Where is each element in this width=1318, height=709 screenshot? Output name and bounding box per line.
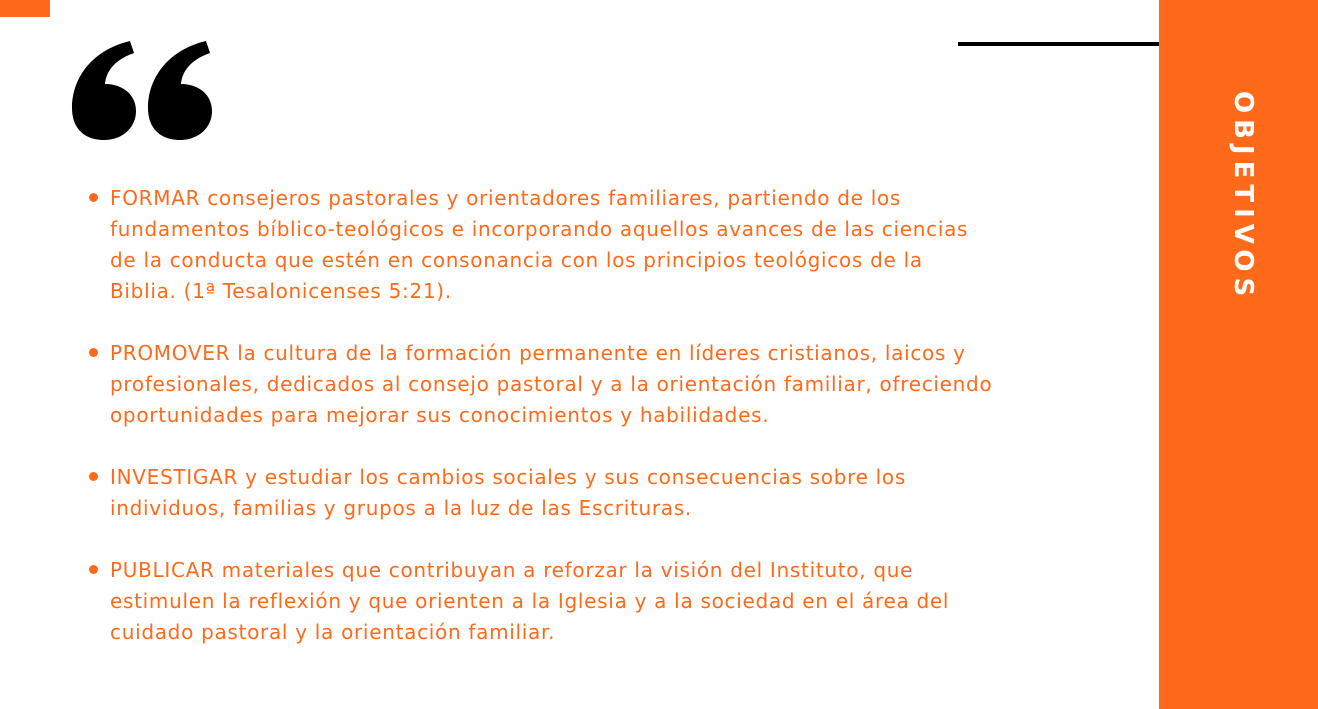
bullet-icon: [89, 193, 98, 202]
list-item: [88, 555, 993, 648]
bullet-icon: [89, 565, 98, 574]
section-title: OBJETIVOS: [1228, 91, 1258, 303]
bullet-icon: [89, 472, 98, 481]
objective-text: INVESTIGAR y estudiar los cambios sociales y sus consecuencias sobre los individuos, familias y grupos a la luz de las Escrituras.: [110, 465, 906, 520]
bullet-icon: [89, 348, 98, 357]
objective-text: FORMAR consejeros pastorales y orientadores familiares, partiendo de los fundamentos bíblico-teológicos e incorporando aquellos avances de las ciencias de la conducta que estén en consonancia con los principios teológicos de la Biblia. (1ª Tesalonicenses 5:21).: [110, 186, 969, 303]
double-quote-icon: [68, 38, 220, 142]
objective-text: PUBLICAR materiales que contribuyan a reforzar la visión del Instituto, que estimulen la reflexión y que orienten a la Iglesia y a la sociedad en el área del cuidado pastoral y la orientación familiar.: [110, 558, 950, 644]
list-item: [88, 462, 993, 524]
objectives-list: [88, 183, 993, 648]
objective-text: PROMOVER la cultura de la formación permanente en líderes cristianos, laicos y profesionales, dedicados al consejo pastoral y a la orientación familiar, ofreciendo oportunidades para mejorar sus conocimientos y habilidades.: [110, 341, 993, 427]
list-item: [88, 183, 993, 307]
corner-accent: [0, 0, 50, 17]
list-item: [88, 338, 993, 431]
